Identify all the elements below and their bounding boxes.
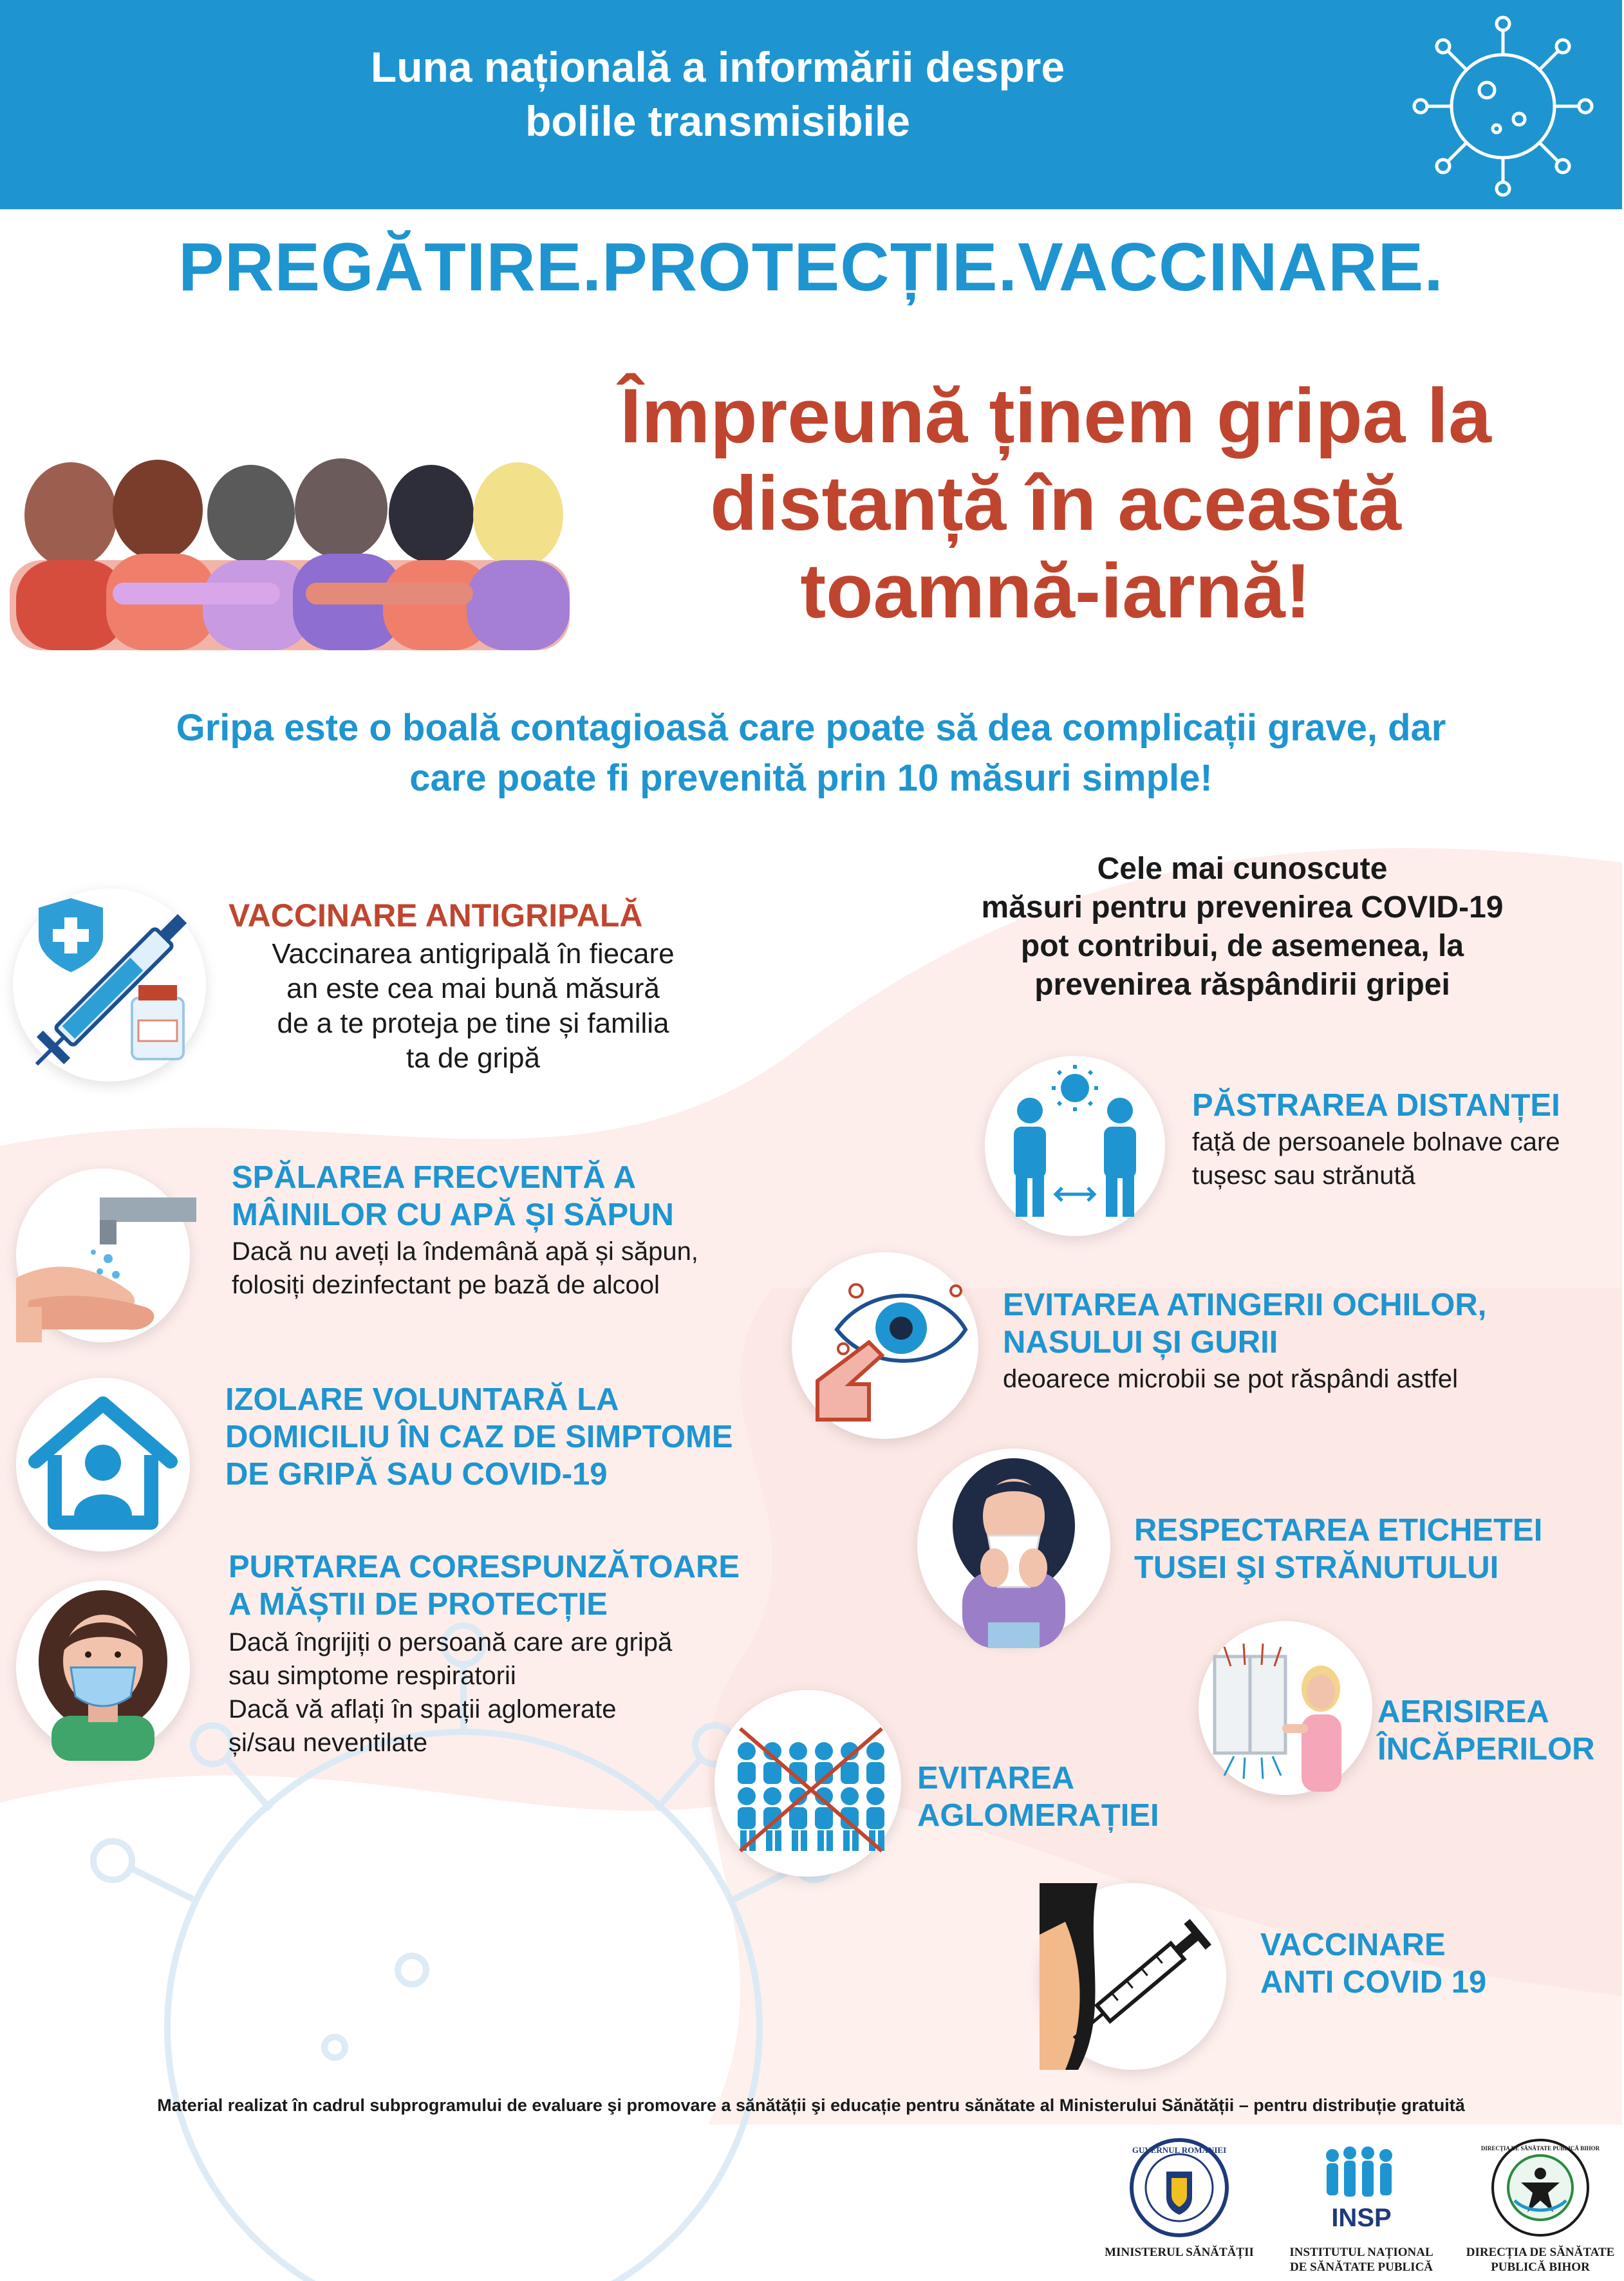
distance-title: PĂSTRAREA DISTANȚEI [1192, 1088, 1560, 1123]
etiquette-title-line2: TUSEI ŞI STRĂNUTULUI [1134, 1550, 1499, 1585]
svg-text:DIRECȚIA DE SĂNĂTATE PUBLICĂ B: DIRECȚIA DE SĂNĂTATE PUBLICĂ BIHOR [1480, 2145, 1600, 2152]
headline-line1: Împreună ținem gripa la [620, 373, 1491, 459]
virus-icon [1406, 10, 1600, 203]
covid-heading-line2: măsuri pentru prevenirea COVID-19 [981, 890, 1504, 925]
mask-text-line2: sau simptome respiratorii [229, 1662, 516, 1690]
vaccine-text-line4: ta de gripă [406, 1042, 540, 1074]
sneeze-illustration [917, 1449, 1110, 1642]
handwash-measure [232, 1159, 811, 1302]
vaccine-text-line2: an este cea mai bună măsură [286, 973, 660, 1004]
isolation-title-line1: IZOLARE VOLUNTARĂ LA [225, 1382, 619, 1417]
header-title [0, 40, 1435, 148]
insp-label-line2: DE SĂNĂTATE PUBLICĂ [1289, 2260, 1433, 2274]
eye-touch-illustration [792, 1252, 978, 1439]
distance-text-line1: față de persoanele bolnave care [1192, 1128, 1560, 1156]
people-group-illustration [10, 464, 570, 650]
insp-label-line1: INSTITUTUL NAȚIONAL [1289, 2246, 1433, 2259]
headline-line3: toamnă-iarnă! [800, 548, 1311, 634]
touch-measure [1003, 1286, 1608, 1396]
crowd-illustration [714, 1690, 901, 1877]
vaccine-text-line1: Vaccinarea antigripală în fiecare [272, 938, 675, 970]
covid-heading-line1: Cele mai cunoscute [1097, 852, 1388, 886]
dsp-bihor-label-line2: PUBLICĂ BIHOR [1491, 2260, 1590, 2274]
mask-text-line3: Dacă vă aflați în spații aglomerate [229, 1695, 617, 1723]
handwash-title-line1: SPĂLAREA FRECVENTĂ A [232, 1160, 636, 1195]
mask-text-line1: Dacă îngrijiți o persoană care are gripă [229, 1628, 673, 1657]
covid-vaccine-title-line1: VACCINARE [1260, 1928, 1446, 1962]
vaccine-text [229, 937, 718, 1076]
handwash-text-line1: Dacă nu aveți la îndemână apă și săpun, [232, 1237, 698, 1266]
vaccine-title: VACCINARE ANTIGRIPALĂ [229, 897, 643, 934]
footer-text: Material realizat în cadrul subprogramului de evaluare şi promovare a sănătății şi educație pentru sănătate al Ministerului Sănătății – pentru distribuție gratuită [157, 2096, 1465, 2115]
vaccine-illustration [13, 888, 206, 1082]
mask-title-line2: A MĂȘTII DE PROTECȚIE [229, 1587, 608, 1622]
isolation-measure [225, 1381, 805, 1493]
svg-text:INSP: INSP [1331, 2204, 1392, 2232]
covid-heading-line4: prevenirea răspândirii gripei [1034, 968, 1450, 1002]
crowds-title-line1: EVITAREA [917, 1761, 1075, 1796]
slogan: PREGĂTIRE.PROTECȚIE.VACCINARE. [178, 229, 1444, 305]
crowds-measure [917, 1760, 1239, 1834]
etiquette-title-line1: RESPECTAREA ETICHETEI [1134, 1513, 1543, 1548]
ministry-label [1096, 2245, 1263, 2260]
touch-text-line1: deoarece microbii se pot răspândi astfel [1003, 1365, 1459, 1393]
svg-text:GUVERNUL ROMÂNIEI: GUVERNUL ROMÂNIEI [1132, 2145, 1227, 2155]
touch-title-line2: NASULUI ȘI GURII [1003, 1325, 1278, 1360]
isolation-illustration [16, 1378, 190, 1552]
header-title-line1: Luna națională a informării despre [370, 43, 1065, 91]
intro-line2: care poate fi prevenită prin 10 măsuri simple! [409, 757, 1213, 799]
isolation-title-line2: DOMICILIU ÎN CAZ DE SIMPTOME [225, 1420, 733, 1454]
touch-title-line1: EVITAREA ATINGERII OCHILOR, [1003, 1288, 1487, 1322]
headline [509, 372, 1603, 635]
covid-vaccine-title-line2: ANTI COVID 19 [1260, 1965, 1487, 2000]
distance-measure [1192, 1087, 1604, 1192]
ventilation-measure [1377, 1693, 1622, 1768]
vaccine-text-line3: de a te proteja pe tine și familia [277, 1008, 669, 1039]
intro-text [0, 703, 1622, 803]
headline-line2: distanță în această [710, 460, 1401, 547]
ministry-seal-logo [1128, 2136, 1231, 2239]
ministry-label-line1: MINISTERUL SĂNĂTĂȚII [1105, 2246, 1254, 2259]
distance-text-line2: tușesc sau strănută [1192, 1161, 1415, 1190]
header-title-line2: bolile transmisibile [525, 97, 910, 145]
dsp-bihor-label-line1: DIRECȚIA DE SĂNĂTATE [1466, 2246, 1615, 2259]
insp-logo [1310, 2136, 1413, 2239]
ventilation-title-line2: ÎNCĂPERILOR [1377, 1732, 1595, 1767]
handwash-text-line2: folosiți dezinfectant pe bază de alcool [232, 1271, 660, 1299]
handwash-illustration [16, 1169, 190, 1342]
crowds-title-line2: AGLOMERAȚIEI [917, 1798, 1159, 1833]
distance-illustration [985, 1056, 1165, 1236]
covid-vaccine-measure [1260, 1926, 1595, 2001]
syringe-illustration [1040, 1883, 1226, 2070]
ventilation-title-line1: AERISIREA [1377, 1694, 1549, 1729]
covid-heading [914, 850, 1571, 1004]
handwash-title-line2: MÂINILOR CU APĂ ȘI SĂPUN [232, 1197, 674, 1232]
dsp-bihor-label [1457, 2245, 1624, 2275]
mask-title-line1: PURTAREA CORESPUNZĂTOARE [229, 1550, 740, 1584]
isolation-title-line3: DE GRIPĂ SAU COVID-19 [225, 1457, 608, 1492]
intro-line1: Gripa este o boală contagioasă care poate să dea complicații grave, dar [176, 707, 1446, 749]
mask-text-line4: și/sau neventilate [229, 1729, 428, 1757]
vaccine-measure [229, 897, 731, 1076]
covid-heading-line3: pot contribui, de asemenea, la [1020, 929, 1464, 963]
dsp-bihor-logo [1480, 2136, 1600, 2239]
insp-label [1278, 2245, 1445, 2275]
mask-illustration [16, 1581, 190, 1754]
etiquette-measure [1134, 1512, 1610, 1586]
